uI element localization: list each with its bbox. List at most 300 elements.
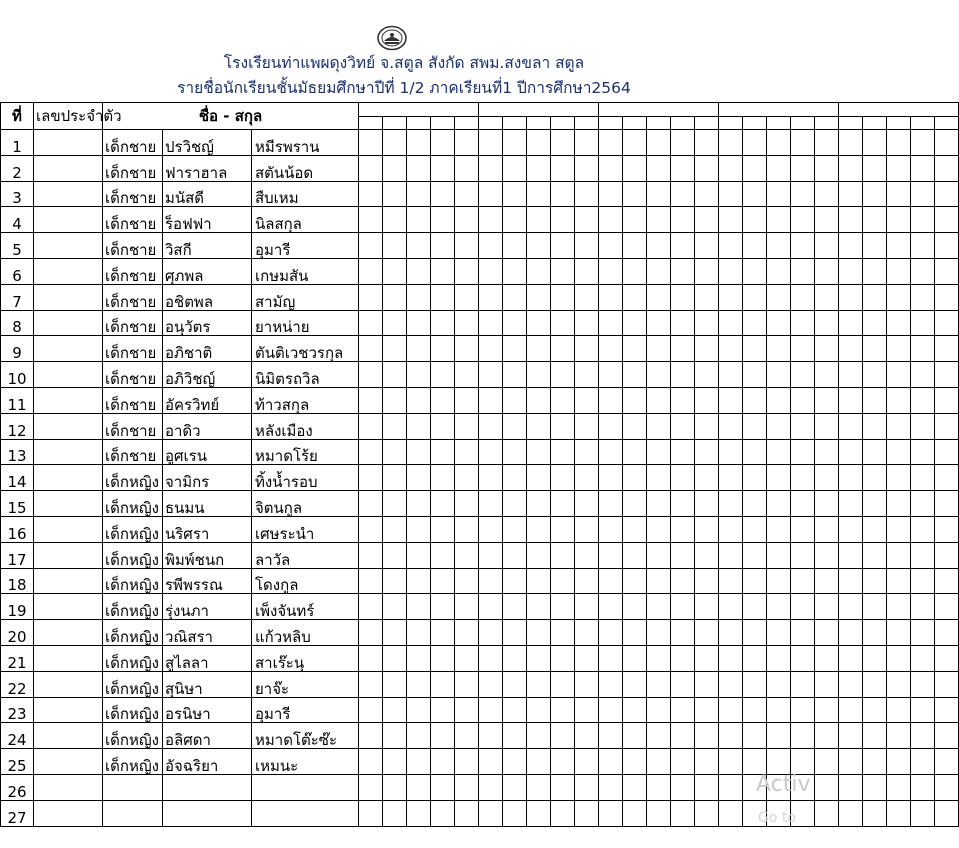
- student-id-cell[interactable]: [34, 336, 103, 362]
- score-cell[interactable]: [647, 491, 671, 517]
- score-cell[interactable]: [767, 233, 791, 259]
- score-cell[interactable]: [767, 465, 791, 491]
- score-cell[interactable]: [743, 542, 767, 568]
- score-cell[interactable]: [935, 207, 959, 233]
- score-cell[interactable]: [863, 568, 887, 594]
- score-cell[interactable]: [455, 620, 479, 646]
- score-header-cell[interactable]: [527, 116, 551, 130]
- score-cell[interactable]: [431, 800, 455, 826]
- score-cell[interactable]: [815, 258, 839, 284]
- score-cell[interactable]: [623, 542, 647, 568]
- score-cell[interactable]: [503, 233, 527, 259]
- score-cell[interactable]: [719, 413, 743, 439]
- score-cell[interactable]: [479, 516, 503, 542]
- student-number-cell[interactable]: 11: [1, 387, 34, 413]
- score-cell[interactable]: [863, 774, 887, 800]
- score-cell[interactable]: [791, 413, 815, 439]
- score-cell[interactable]: [719, 697, 743, 723]
- score-cell[interactable]: [911, 310, 935, 336]
- student-number-cell[interactable]: 19: [1, 594, 34, 620]
- score-cell[interactable]: [839, 258, 863, 284]
- score-cell[interactable]: [527, 620, 551, 646]
- score-cell[interactable]: [815, 387, 839, 413]
- score-cell[interactable]: [383, 620, 407, 646]
- student-first-name-cell[interactable]: อลิศดา: [163, 723, 252, 749]
- score-cell[interactable]: [527, 723, 551, 749]
- score-cell[interactable]: [575, 181, 599, 207]
- score-cell[interactable]: [815, 336, 839, 362]
- student-last-name-cell[interactable]: อุมารี: [252, 233, 359, 259]
- score-cell[interactable]: [623, 258, 647, 284]
- score-cell[interactable]: [791, 439, 815, 465]
- student-last-name-cell[interactable]: เศษระนำ: [252, 516, 359, 542]
- student-id-cell[interactable]: [34, 207, 103, 233]
- student-last-name-cell[interactable]: ยาจ๊ะ: [252, 671, 359, 697]
- score-cell[interactable]: [599, 465, 623, 491]
- score-cell[interactable]: [647, 542, 671, 568]
- score-cell[interactable]: [407, 749, 431, 775]
- score-cell[interactable]: [791, 568, 815, 594]
- student-last-name-cell[interactable]: ทิ้งน้ำรอบ: [252, 465, 359, 491]
- score-cell[interactable]: [575, 258, 599, 284]
- student-number-cell[interactable]: 7: [1, 284, 34, 310]
- score-cell[interactable]: [863, 491, 887, 517]
- score-cell[interactable]: [935, 542, 959, 568]
- student-id-cell[interactable]: [34, 362, 103, 388]
- score-cell[interactable]: [671, 491, 695, 517]
- score-cell[interactable]: [935, 233, 959, 259]
- score-cell[interactable]: [479, 413, 503, 439]
- score-cell[interactable]: [839, 697, 863, 723]
- score-cell[interactable]: [767, 310, 791, 336]
- score-cell[interactable]: [623, 697, 647, 723]
- score-group-cell[interactable]: [359, 103, 479, 117]
- score-cell[interactable]: [575, 516, 599, 542]
- score-cell[interactable]: [359, 749, 383, 775]
- score-cell[interactable]: [431, 671, 455, 697]
- score-cell[interactable]: [671, 233, 695, 259]
- score-cell[interactable]: [479, 336, 503, 362]
- score-cell[interactable]: [743, 671, 767, 697]
- score-cell[interactable]: [791, 207, 815, 233]
- score-cell[interactable]: [575, 387, 599, 413]
- score-cell[interactable]: [359, 155, 383, 181]
- score-cell[interactable]: [503, 362, 527, 388]
- score-cell[interactable]: [743, 749, 767, 775]
- score-cell[interactable]: [527, 800, 551, 826]
- score-cell[interactable]: [455, 413, 479, 439]
- score-group-cell[interactable]: [599, 103, 719, 117]
- score-cell[interactable]: [767, 568, 791, 594]
- score-cell[interactable]: [887, 207, 911, 233]
- student-last-name-cell[interactable]: สาเร๊ะนุ: [252, 645, 359, 671]
- score-cell[interactable]: [743, 284, 767, 310]
- student-last-name-cell[interactable]: สืบเหม: [252, 181, 359, 207]
- student-first-name-cell[interactable]: ธนมน: [163, 491, 252, 517]
- score-cell[interactable]: [767, 620, 791, 646]
- score-cell[interactable]: [383, 645, 407, 671]
- score-cell[interactable]: [719, 439, 743, 465]
- score-cell[interactable]: [623, 749, 647, 775]
- score-cell[interactable]: [407, 774, 431, 800]
- score-cell[interactable]: [863, 130, 887, 156]
- score-cell[interactable]: [359, 207, 383, 233]
- score-cell[interactable]: [551, 542, 575, 568]
- score-cell[interactable]: [791, 723, 815, 749]
- score-cell[interactable]: [551, 671, 575, 697]
- score-cell[interactable]: [671, 181, 695, 207]
- score-cell[interactable]: [815, 594, 839, 620]
- score-cell[interactable]: [599, 516, 623, 542]
- score-cell[interactable]: [359, 233, 383, 259]
- score-cell[interactable]: [911, 800, 935, 826]
- score-cell[interactable]: [743, 594, 767, 620]
- score-cell[interactable]: [551, 155, 575, 181]
- score-cell[interactable]: [575, 155, 599, 181]
- score-cell[interactable]: [719, 465, 743, 491]
- score-cell[interactable]: [623, 516, 647, 542]
- score-cell[interactable]: [839, 207, 863, 233]
- score-header-cell[interactable]: [407, 116, 431, 130]
- student-first-name-cell[interactable]: อรนิษา: [163, 697, 252, 723]
- score-cell[interactable]: [455, 207, 479, 233]
- score-cell[interactable]: [839, 594, 863, 620]
- student-number-cell[interactable]: 26: [1, 774, 34, 800]
- score-cell[interactable]: [407, 645, 431, 671]
- score-cell[interactable]: [767, 207, 791, 233]
- score-cell[interactable]: [839, 181, 863, 207]
- student-id-cell[interactable]: [34, 233, 103, 259]
- score-cell[interactable]: [863, 387, 887, 413]
- score-cell[interactable]: [431, 207, 455, 233]
- score-cell[interactable]: [767, 362, 791, 388]
- score-cell[interactable]: [887, 130, 911, 156]
- score-cell[interactable]: [887, 387, 911, 413]
- score-cell[interactable]: [479, 723, 503, 749]
- score-cell[interactable]: [911, 181, 935, 207]
- score-cell[interactable]: [863, 749, 887, 775]
- student-prefix-cell[interactable]: เด็กชาย: [103, 284, 163, 310]
- score-cell[interactable]: [719, 800, 743, 826]
- student-number-cell[interactable]: 1: [1, 130, 34, 156]
- score-cell[interactable]: [599, 207, 623, 233]
- score-cell[interactable]: [719, 181, 743, 207]
- score-cell[interactable]: [527, 336, 551, 362]
- score-cell[interactable]: [695, 413, 719, 439]
- score-cell[interactable]: [647, 207, 671, 233]
- student-id-cell[interactable]: [34, 258, 103, 284]
- student-first-name-cell[interactable]: ร็อฟฟา: [163, 207, 252, 233]
- student-id-cell[interactable]: [34, 491, 103, 517]
- score-cell[interactable]: [383, 774, 407, 800]
- score-cell[interactable]: [839, 749, 863, 775]
- score-cell[interactable]: [527, 310, 551, 336]
- score-cell[interactable]: [599, 336, 623, 362]
- student-first-name-cell[interactable]: รุ่งนภา: [163, 594, 252, 620]
- score-cell[interactable]: [527, 439, 551, 465]
- score-cell[interactable]: [935, 800, 959, 826]
- score-cell[interactable]: [935, 413, 959, 439]
- score-cell[interactable]: [767, 516, 791, 542]
- score-cell[interactable]: [623, 130, 647, 156]
- score-cell[interactable]: [719, 130, 743, 156]
- score-header-cell[interactable]: [383, 116, 407, 130]
- student-number-cell[interactable]: 6: [1, 258, 34, 284]
- score-cell[interactable]: [575, 207, 599, 233]
- score-cell[interactable]: [431, 697, 455, 723]
- score-cell[interactable]: [839, 387, 863, 413]
- score-cell[interactable]: [551, 594, 575, 620]
- score-cell[interactable]: [575, 362, 599, 388]
- score-cell[interactable]: [887, 155, 911, 181]
- student-prefix-cell[interactable]: เด็กชาย: [103, 362, 163, 388]
- score-header-cell[interactable]: [935, 116, 959, 130]
- score-cell[interactable]: [815, 233, 839, 259]
- score-cell[interactable]: [743, 723, 767, 749]
- score-cell[interactable]: [695, 516, 719, 542]
- score-cell[interactable]: [551, 310, 575, 336]
- score-cell[interactable]: [599, 387, 623, 413]
- score-cell[interactable]: [503, 413, 527, 439]
- student-number-cell[interactable]: 22: [1, 671, 34, 697]
- score-cell[interactable]: [695, 336, 719, 362]
- score-cell[interactable]: [383, 233, 407, 259]
- score-cell[interactable]: [647, 465, 671, 491]
- score-cell[interactable]: [599, 155, 623, 181]
- score-cell[interactable]: [407, 207, 431, 233]
- score-cell[interactable]: [791, 491, 815, 517]
- score-cell[interactable]: [887, 310, 911, 336]
- score-cell[interactable]: [503, 155, 527, 181]
- score-cell[interactable]: [383, 362, 407, 388]
- score-cell[interactable]: [623, 284, 647, 310]
- score-cell[interactable]: [695, 233, 719, 259]
- student-last-name-cell[interactable]: แก้วหลิบ: [252, 620, 359, 646]
- student-number-cell[interactable]: 21: [1, 645, 34, 671]
- score-cell[interactable]: [551, 491, 575, 517]
- score-cell[interactable]: [791, 362, 815, 388]
- score-cell[interactable]: [863, 155, 887, 181]
- score-cell[interactable]: [671, 749, 695, 775]
- student-first-name-cell[interactable]: อูศเรน: [163, 439, 252, 465]
- score-cell[interactable]: [599, 671, 623, 697]
- student-last-name-cell[interactable]: สตันน้อด: [252, 155, 359, 181]
- student-first-name-cell[interactable]: พิมพ์ชนก: [163, 542, 252, 568]
- score-cell[interactable]: [503, 258, 527, 284]
- score-cell[interactable]: [647, 233, 671, 259]
- score-cell[interactable]: [575, 749, 599, 775]
- score-cell[interactable]: [599, 258, 623, 284]
- score-cell[interactable]: [863, 594, 887, 620]
- score-cell[interactable]: [911, 233, 935, 259]
- score-cell[interactable]: [719, 233, 743, 259]
- score-cell[interactable]: [695, 258, 719, 284]
- score-cell[interactable]: [551, 516, 575, 542]
- score-cell[interactable]: [407, 697, 431, 723]
- score-cell[interactable]: [455, 568, 479, 594]
- score-cell[interactable]: [863, 233, 887, 259]
- student-prefix-cell[interactable]: เด็กหญิง: [103, 594, 163, 620]
- score-cell[interactable]: [911, 130, 935, 156]
- score-cell[interactable]: [503, 697, 527, 723]
- score-cell[interactable]: [815, 413, 839, 439]
- score-cell[interactable]: [623, 413, 647, 439]
- score-cell[interactable]: [719, 723, 743, 749]
- score-cell[interactable]: [599, 697, 623, 723]
- score-cell[interactable]: [887, 697, 911, 723]
- score-cell[interactable]: [911, 207, 935, 233]
- score-cell[interactable]: [911, 155, 935, 181]
- score-cell[interactable]: [695, 671, 719, 697]
- score-cell[interactable]: [935, 491, 959, 517]
- score-cell[interactable]: [479, 749, 503, 775]
- score-cell[interactable]: [671, 310, 695, 336]
- score-cell[interactable]: [791, 130, 815, 156]
- score-cell[interactable]: [431, 233, 455, 259]
- score-cell[interactable]: [527, 155, 551, 181]
- score-cell[interactable]: [647, 258, 671, 284]
- score-cell[interactable]: [935, 671, 959, 697]
- student-id-cell[interactable]: [34, 413, 103, 439]
- score-cell[interactable]: [911, 749, 935, 775]
- score-cell[interactable]: [599, 749, 623, 775]
- student-first-name-cell[interactable]: รพีพรรณ: [163, 568, 252, 594]
- score-cell[interactable]: [695, 207, 719, 233]
- score-cell[interactable]: [935, 568, 959, 594]
- score-cell[interactable]: [359, 671, 383, 697]
- student-last-name-cell[interactable]: หมีรพราน: [252, 130, 359, 156]
- score-cell[interactable]: [911, 362, 935, 388]
- score-cell[interactable]: [671, 800, 695, 826]
- score-cell[interactable]: [551, 387, 575, 413]
- score-cell[interactable]: [359, 697, 383, 723]
- score-cell[interactable]: [551, 723, 575, 749]
- score-cell[interactable]: [671, 645, 695, 671]
- score-cell[interactable]: [407, 800, 431, 826]
- score-cell[interactable]: [623, 620, 647, 646]
- score-cell[interactable]: [623, 155, 647, 181]
- score-cell[interactable]: [935, 516, 959, 542]
- score-cell[interactable]: [671, 594, 695, 620]
- score-cell[interactable]: [815, 671, 839, 697]
- student-number-cell[interactable]: 18: [1, 568, 34, 594]
- score-cell[interactable]: [647, 181, 671, 207]
- score-cell[interactable]: [647, 645, 671, 671]
- score-cell[interactable]: [455, 749, 479, 775]
- score-cell[interactable]: [671, 130, 695, 156]
- score-cell[interactable]: [575, 671, 599, 697]
- score-cell[interactable]: [359, 310, 383, 336]
- score-cell[interactable]: [431, 181, 455, 207]
- score-cell[interactable]: [527, 387, 551, 413]
- score-cell[interactable]: [743, 181, 767, 207]
- score-cell[interactable]: [767, 413, 791, 439]
- score-cell[interactable]: [479, 671, 503, 697]
- score-cell[interactable]: [599, 413, 623, 439]
- student-number-cell[interactable]: 5: [1, 233, 34, 259]
- score-cell[interactable]: [359, 568, 383, 594]
- student-id-cell[interactable]: [34, 594, 103, 620]
- score-cell[interactable]: [599, 284, 623, 310]
- score-cell[interactable]: [695, 542, 719, 568]
- score-cell[interactable]: [383, 594, 407, 620]
- score-cell[interactable]: [431, 413, 455, 439]
- score-cell[interactable]: [839, 130, 863, 156]
- student-last-name-cell[interactable]: [252, 774, 359, 800]
- score-header-cell[interactable]: [887, 116, 911, 130]
- score-cell[interactable]: [383, 130, 407, 156]
- score-cell[interactable]: [863, 516, 887, 542]
- score-cell[interactable]: [863, 284, 887, 310]
- score-cell[interactable]: [527, 207, 551, 233]
- score-cell[interactable]: [887, 749, 911, 775]
- score-cell[interactable]: [791, 671, 815, 697]
- score-cell[interactable]: [863, 181, 887, 207]
- score-cell[interactable]: [551, 800, 575, 826]
- score-header-cell[interactable]: [815, 116, 839, 130]
- score-cell[interactable]: [527, 645, 551, 671]
- score-cell[interactable]: [383, 749, 407, 775]
- score-cell[interactable]: [407, 439, 431, 465]
- score-header-cell[interactable]: [695, 116, 719, 130]
- score-cell[interactable]: [719, 594, 743, 620]
- score-cell[interactable]: [863, 310, 887, 336]
- score-header-cell[interactable]: [743, 116, 767, 130]
- score-cell[interactable]: [359, 130, 383, 156]
- score-cell[interactable]: [383, 800, 407, 826]
- student-prefix-cell[interactable]: เด็กชาย: [103, 336, 163, 362]
- score-cell[interactable]: [935, 439, 959, 465]
- score-cell[interactable]: [455, 645, 479, 671]
- student-prefix-cell[interactable]: เด็กหญิง: [103, 542, 163, 568]
- score-cell[interactable]: [863, 542, 887, 568]
- score-cell[interactable]: [887, 465, 911, 491]
- score-cell[interactable]: [455, 233, 479, 259]
- score-cell[interactable]: [839, 568, 863, 594]
- score-cell[interactable]: [431, 542, 455, 568]
- score-cell[interactable]: [935, 284, 959, 310]
- score-cell[interactable]: [551, 233, 575, 259]
- score-cell[interactable]: [455, 594, 479, 620]
- score-cell[interactable]: [599, 491, 623, 517]
- score-cell[interactable]: [503, 645, 527, 671]
- score-cell[interactable]: [551, 697, 575, 723]
- student-number-cell[interactable]: 14: [1, 465, 34, 491]
- score-cell[interactable]: [863, 645, 887, 671]
- score-cell[interactable]: [623, 723, 647, 749]
- score-cell[interactable]: [599, 568, 623, 594]
- score-cell[interactable]: [935, 258, 959, 284]
- score-cell[interactable]: [695, 749, 719, 775]
- student-prefix-cell[interactable]: เด็กหญิง: [103, 645, 163, 671]
- score-cell[interactable]: [551, 258, 575, 284]
- score-cell[interactable]: [671, 723, 695, 749]
- score-cell[interactable]: [551, 207, 575, 233]
- score-cell[interactable]: [767, 258, 791, 284]
- score-cell[interactable]: [647, 800, 671, 826]
- student-prefix-cell[interactable]: เด็กชาย: [103, 310, 163, 336]
- score-cell[interactable]: [431, 155, 455, 181]
- student-number-cell[interactable]: 27: [1, 800, 34, 826]
- score-cell[interactable]: [839, 233, 863, 259]
- score-cell[interactable]: [815, 155, 839, 181]
- score-cell[interactable]: [551, 181, 575, 207]
- score-cell[interactable]: [743, 233, 767, 259]
- score-cell[interactable]: [503, 387, 527, 413]
- score-cell[interactable]: [431, 465, 455, 491]
- score-cell[interactable]: [383, 258, 407, 284]
- score-cell[interactable]: [815, 130, 839, 156]
